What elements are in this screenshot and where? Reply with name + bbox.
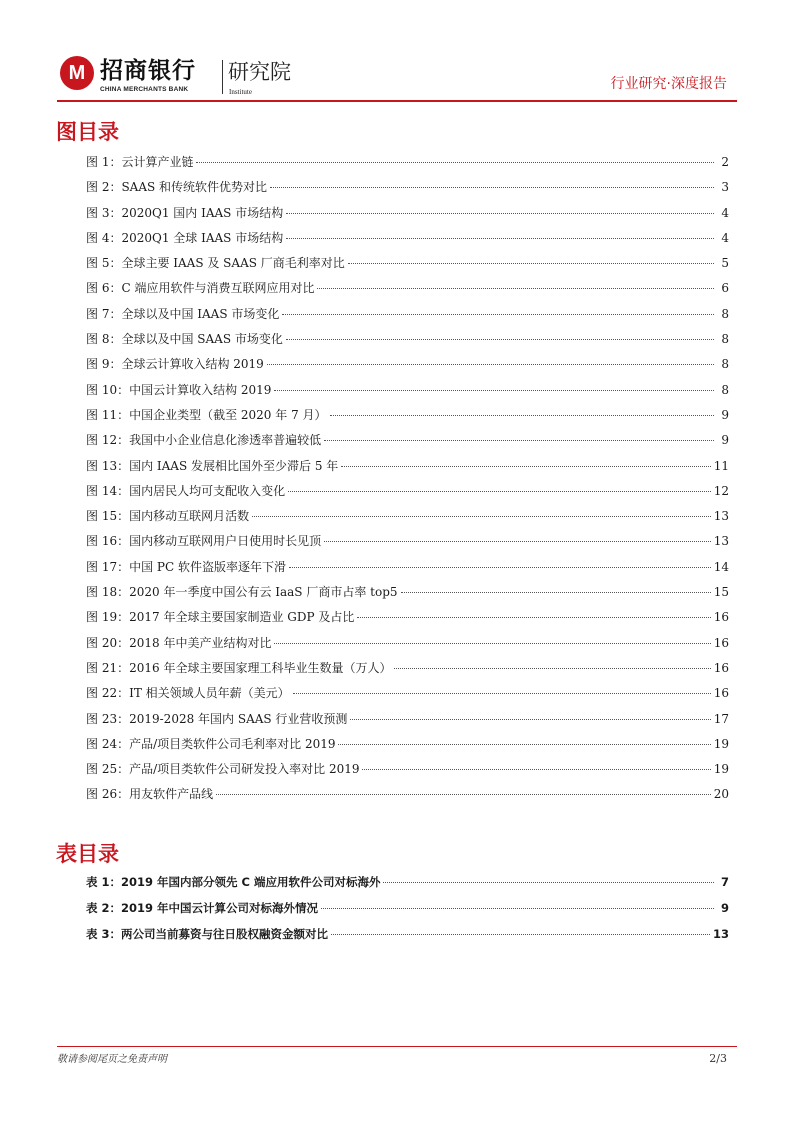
dot-leader [274, 643, 710, 644]
figure-index-list [86, 153, 729, 811]
footer-disclaimer: 敬请参阅尾页之免责声明 [57, 1054, 167, 1065]
figure-entry[interactable] [86, 710, 729, 735]
figure-entry-label: 图 18：2020 年一季度中国公有云 IaaS 厂商市占率 top5 [86, 585, 398, 600]
figure-entry-label: 图 3：2020Q1 国内 IAAS 市场结构 [86, 205, 284, 220]
figure-entry-page: 13 [713, 509, 729, 524]
figure-entry-page: 17 [713, 711, 729, 726]
figure-entry-label: 图 19：2017 年全球主要国家制造业 GDP 及占比 [86, 610, 355, 625]
table-entry-page: 13 [712, 927, 729, 941]
dot-leader [267, 364, 714, 365]
figure-entry[interactable] [86, 634, 729, 659]
figure-entry-label: 图 8：全球以及中国 SAAS 市场变化 [86, 332, 283, 347]
dot-leader [196, 162, 714, 163]
footer-page-number: 2/3 [709, 1052, 727, 1065]
figure-entry-page: 14 [713, 559, 729, 574]
figure-entry[interactable] [86, 659, 729, 684]
institute-name-cn: 研究院 [228, 60, 291, 84]
figure-entry[interactable] [86, 532, 729, 557]
figure-entry-page: 12 [713, 483, 729, 498]
figure-entry-page: 16 [713, 686, 729, 701]
figure-entry[interactable] [86, 760, 729, 785]
figure-entry-label: 图 4：2020Q1 全球 IAAS 市场结构 [86, 230, 284, 245]
figure-entry-page: 8 [721, 382, 729, 397]
dot-leader [394, 668, 710, 669]
figure-entry-label: 图 11：中国企业类型（截至 2020 年 7 月） [86, 407, 327, 422]
figure-entry-label: 图 17：中国 PC 软件盗版率逐年下滑 [86, 559, 286, 574]
figure-entry-page: 16 [713, 660, 729, 675]
dot-leader [383, 882, 714, 883]
institute-name-en: Institute [229, 88, 252, 96]
table-index-list [86, 873, 729, 951]
dot-leader [330, 415, 714, 416]
dot-leader [357, 617, 710, 618]
dot-leader [282, 314, 714, 315]
figure-entry[interactable] [86, 684, 729, 709]
figure-entry-page: 8 [721, 306, 729, 321]
table-index-title: 表目录 [56, 842, 119, 866]
dot-leader [338, 744, 710, 745]
table-entry-page: 9 [720, 901, 729, 915]
table-entry-label: 表 2：2019 年中国云计算公司对标海外情况 [86, 901, 319, 915]
brand-divider [222, 60, 223, 94]
figure-entry-page: 3 [721, 180, 729, 195]
figure-entry-page: 11 [713, 458, 729, 473]
figure-entry[interactable] [86, 482, 729, 507]
figure-entry-page: 2 [721, 155, 729, 169]
figure-entry-page: 19 [713, 736, 729, 751]
dot-leader [317, 288, 714, 289]
dot-leader [401, 592, 711, 593]
figure-entry-label: 图 25：产品/项目类软件公司研发投入率对比 2019 [86, 762, 360, 777]
dot-leader [286, 238, 714, 239]
figure-entry[interactable] [86, 558, 729, 583]
figure-entry-page: 16 [713, 635, 729, 650]
dot-leader [331, 934, 710, 935]
table-entry[interactable] [86, 925, 729, 951]
dot-leader [286, 339, 714, 340]
table-entry[interactable] [86, 873, 729, 899]
dot-leader [362, 769, 710, 770]
figure-entry[interactable] [86, 608, 729, 633]
table-entry-page: 7 [720, 875, 729, 889]
figure-entry[interactable] [86, 355, 729, 380]
figure-entry-label: 图 2：SAAS 和传统软件优势对比 [86, 180, 268, 195]
bank-logo-icon: M [60, 56, 94, 90]
figure-entry-label: 图 21：2016 年全球主要国家理工科毕业生数量（万人） [86, 660, 392, 675]
figure-entry-page: 20 [713, 787, 729, 802]
figure-entry-page: 16 [713, 610, 729, 625]
brand-name-cn: 招商银行 [100, 58, 196, 84]
table-entry-label: 表 3：两公司当前募资与往日股权融资金额对比 [86, 927, 329, 941]
brand-name-en: CHINA MERCHANTS BANK [100, 86, 189, 93]
dot-leader [216, 794, 711, 795]
figure-entry-page: 19 [713, 762, 729, 777]
dot-leader [289, 567, 711, 568]
figure-entry-label: 图 13：国内 IAAS 发展相比国外至少滞后 5 年 [86, 458, 339, 473]
table-entry[interactable] [86, 899, 729, 925]
dot-leader [321, 908, 714, 909]
dot-leader [274, 390, 714, 391]
figure-entry[interactable] [86, 785, 729, 810]
dot-leader [341, 466, 710, 467]
figure-entry[interactable] [86, 178, 729, 203]
figure-entry-label: 图 20：2018 年中美产业结构对比 [86, 635, 272, 650]
figure-index-title: 图目录 [56, 120, 119, 144]
figure-entry-label: 图 23：2019-2028 年国内 SAAS 行业营收预测 [86, 711, 348, 726]
figure-entry-label: 图 15：国内移动互联网月活数 [86, 509, 250, 524]
figure-entry-label: 图 22：IT 相关领域人员年薪（美元） [86, 686, 290, 701]
dot-leader [270, 187, 714, 188]
figure-entry-label: 图 6：C 端应用软件与消费互联网应用对比 [86, 281, 315, 296]
figure-entry-label: 图 16：国内移动互联网用户日使用时长见顶 [86, 534, 322, 549]
dot-leader [293, 693, 711, 694]
figure-entry-page: 13 [713, 534, 729, 549]
figure-entry[interactable] [86, 204, 729, 229]
dot-leader [288, 491, 711, 492]
figure-entry-label: 图 26：用友软件产品线 [86, 787, 214, 802]
dot-leader [286, 213, 714, 214]
figure-entry[interactable] [86, 305, 729, 330]
figure-entry[interactable] [86, 457, 729, 482]
figure-entry-page: 8 [721, 357, 729, 372]
header-divider [57, 100, 737, 102]
figure-entry-label: 图 7：全球以及中国 IAAS 市场变化 [86, 306, 280, 321]
dot-leader [252, 516, 711, 517]
page-header [0, 0, 793, 110]
figure-entry-page: 4 [721, 230, 729, 245]
figure-entry[interactable] [86, 406, 729, 431]
figure-entry[interactable] [86, 279, 729, 304]
dot-leader [324, 440, 714, 441]
figure-entry-label: 图 1：云计算产业链 [86, 155, 194, 169]
figure-entry[interactable] [86, 153, 729, 178]
figure-entry[interactable] [86, 381, 729, 406]
figure-entry-label: 图 24：产品/项目类软件公司毛利率对比 2019 [86, 736, 336, 751]
figure-entry-page: 9 [721, 407, 729, 422]
figure-entry-page: 8 [721, 332, 729, 347]
figure-entry-page: 5 [721, 256, 729, 271]
figure-entry[interactable] [86, 330, 729, 355]
figure-entry-page: 6 [721, 281, 729, 296]
figure-entry-label: 图 10：中国云计算收入结构 2019 [86, 382, 272, 397]
dot-leader [324, 541, 711, 542]
figure-entry[interactable] [86, 583, 729, 608]
dot-leader [348, 263, 714, 264]
figure-entry-label: 图 12：我国中小企业信息化渗透率普遍较低 [86, 433, 322, 448]
figure-entry[interactable] [86, 229, 729, 254]
footer-divider [57, 1046, 737, 1047]
dot-leader [350, 719, 710, 720]
figure-entry[interactable] [86, 507, 729, 532]
figure-entry-label: 图 14：国内居民人均可支配收入变化 [86, 483, 286, 498]
figure-entry-page: 4 [721, 205, 729, 220]
figure-entry-page: 15 [713, 585, 729, 600]
figure-entry[interactable] [86, 254, 729, 279]
figure-entry[interactable] [86, 431, 729, 456]
figure-entry-page: 9 [721, 433, 729, 448]
report-type-label: 行业研究·深度报告 [610, 76, 727, 92]
figure-entry[interactable] [86, 735, 729, 760]
figure-entry-label: 图 5：全球主要 IAAS 及 SAAS 厂商毛利率对比 [86, 256, 345, 271]
table-entry-label: 表 1：2019 年国内部分领先 C 端应用软件公司对标海外 [86, 875, 381, 889]
figure-entry-label: 图 9：全球云计算收入结构 2019 [86, 357, 264, 372]
